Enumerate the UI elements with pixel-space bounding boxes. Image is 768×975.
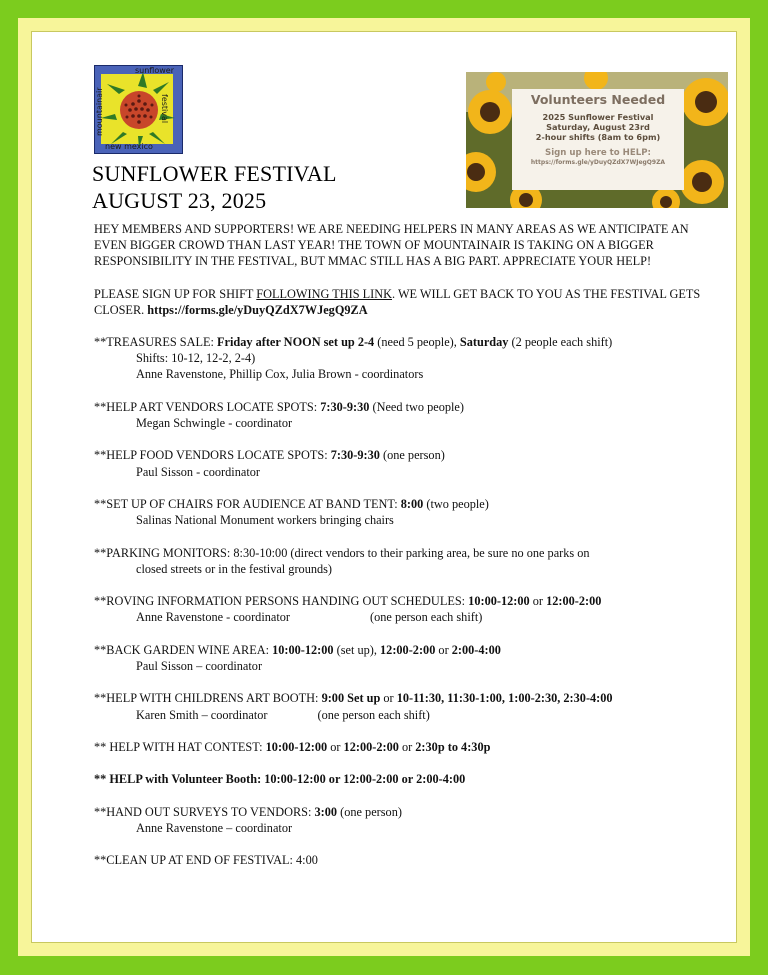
item-time: 12:00-2:00: [343, 739, 399, 754]
promo-heading: Volunteers Needed: [530, 92, 666, 107]
item-time: 12:00-2:00: [380, 642, 436, 657]
item-coordinator: Anne Ravenstone, Phillip Cox, Julia Brown - coordinators: [136, 367, 424, 382]
sunflower-festival-logo: [94, 65, 183, 154]
signup-paragraph: [94, 286, 714, 318]
item-text: or: [398, 739, 416, 754]
item-text: (two people): [423, 497, 489, 511]
item-time: Saturday: [459, 335, 509, 350]
item-time: 3:00: [314, 804, 338, 819]
roving-info-item: [94, 593, 714, 625]
childrens-art-item: [94, 690, 714, 722]
item-text: **PARKING MONITORS: 8:30-10:00 (direct vendors to their parking area, be sure no one parks on: [94, 545, 590, 560]
item-coordinator: Salinas National Monument workers bringing chairs: [136, 513, 394, 528]
art-vendors-item: [94, 399, 714, 431]
item-coordinator: Paul Sisson - coordinator: [136, 464, 260, 479]
title-line-2: AUGUST 23, 2025: [92, 188, 267, 213]
item-time: 9:00 Set up: [321, 691, 381, 706]
food-vendors-item: [94, 447, 714, 479]
promo-event: 2025 Sunflower Festival: [542, 112, 654, 122]
title-line-1: SUNFLOWER FESTIVAL: [92, 161, 337, 186]
item-text: (Need two people): [369, 399, 464, 414]
item-time: 10-11:30, 11:30-1:00, 1:00-2:30, 2:30-4:00: [396, 691, 613, 706]
item-time: 7:30-9:30: [320, 399, 370, 414]
item-text: (need 5 people),: [374, 335, 460, 350]
item-text: **ROVING INFORMATION PERSONS HANDING OUT SCHEDULES:: [94, 594, 469, 609]
item-text: or: [529, 594, 547, 609]
item-text: **SET UP OF CHAIRS FOR AUDIENCE AT BAND TENT:: [94, 497, 401, 511]
chairs-item: [94, 496, 714, 528]
item-text: (set up),: [333, 642, 381, 657]
item-text: **HAND OUT SURVEYS TO VENDORS:: [94, 804, 315, 819]
item-time: 10:00-12:00: [272, 642, 334, 657]
item-shifts: Shifts: 10-12, 12-2, 2-4): [136, 351, 256, 366]
wine-area-item: [94, 642, 714, 674]
hat-contest-item: [94, 739, 714, 755]
item-time: 12:00-2:00: [546, 594, 602, 609]
item-text: (one person): [379, 448, 445, 463]
parking-monitors-item: [94, 545, 714, 577]
promo-card: [512, 89, 684, 190]
item-time: 7:30-9:30: [330, 448, 380, 463]
logo-right-text: festival: [160, 94, 169, 124]
item-time: 2:30p to 4:30p: [415, 739, 491, 754]
item-text: **HELP FOOD VENDORS LOCATE SPOTS:: [94, 448, 331, 463]
item-text: **CLEAN UP AT END OF FESTIVAL: 4:00: [94, 853, 318, 868]
item-coordinator: Megan Schwingle - coordinator: [136, 416, 293, 431]
item-coordinator: Karen Smith – coordinator: [136, 707, 268, 722]
promo-url[interactable]: https://forms.gle/yDuyQZdX7WJegQ9ZA: [530, 159, 666, 166]
promo-shifts: 2-hour shifts (8am to 6pm): [535, 132, 661, 142]
promo-date: Saturday, August 23rd: [546, 122, 650, 132]
item-coordinator: Paul Sisson – coordinator: [136, 658, 263, 673]
item-note: (one person each shift): [370, 610, 483, 625]
intro-paragraph: HEY MEMBERS AND SUPPORTERS! WE ARE NEEDING HELPERS IN MANY AREAS AS WE ANTICIPATE AN EVEN BIGGER CROWD THAN LAST YEAR! THE TOWN OF MOUNTAINAIR IS TAKING ON A BIGGER RESPONSIBILITY IN THE FESTIVAL, BUT MMAC STILL HAS A BIG PART. APPRECIATE YOUR HELP!: [94, 222, 689, 269]
item-text: (2 people each shift): [508, 335, 613, 350]
item-text: **HELP ART VENDORS LOCATE SPOTS:: [94, 399, 321, 414]
item-time: 2:00-4:00: [451, 642, 501, 657]
surveys-item: [94, 804, 714, 836]
logo-top-text: sunflower: [135, 66, 174, 75]
treasures-sale-item: [94, 334, 714, 383]
item-coordinator: Anne Ravenstone - coordinator: [136, 610, 291, 625]
item-note: (one person each shift): [317, 707, 430, 722]
item-text: (one person): [337, 804, 402, 819]
signup-url[interactable]: https://forms.gle/yDuyQZdX7WJegQ9ZA: [147, 302, 368, 317]
flyer-body: [94, 221, 714, 885]
item-text: or: [327, 739, 344, 754]
flyer-page: [31, 31, 737, 943]
item-text: ** HELP with Volunteer Booth: 10:00-12:00 or 12:00-2:00 or 2:00-4:00: [94, 772, 466, 787]
item-coordinator: Anne Ravenstone – coordinator: [136, 820, 293, 835]
item-text-continued: closed streets or in the festival grounds): [136, 561, 333, 576]
item-text: ** HELP WITH HAT CONTEST:: [94, 739, 266, 754]
volunteer-booth-item: [94, 771, 714, 787]
item-time: Friday after NOON set up 2-4: [216, 335, 375, 350]
promo-signup: Sign up here to HELP:: [545, 148, 651, 158]
item-text: **TREASURES SALE:: [94, 335, 217, 350]
item-text: or: [380, 691, 397, 706]
signup-prefix: PLEASE SIGN UP FOR SHIFT: [94, 286, 257, 301]
item-text: **HELP WITH CHILDRENS ART BOOTH:: [94, 691, 322, 706]
signup-suffix: . WE WILL GET BACK TO YOU AS THE FESTIVAL GETS CLOSER.: [94, 286, 701, 317]
volunteers-needed-promo: [466, 72, 728, 208]
signup-link[interactable]: FOLLOWING THIS LINK: [256, 286, 393, 301]
cleanup-item: [94, 852, 714, 868]
logo-left-text: mountainair: [95, 87, 104, 136]
item-text: or: [435, 642, 452, 657]
page-title: [92, 160, 337, 214]
item-time: 10:00-12:00: [265, 739, 328, 754]
logo-bottom-text: new mexico: [105, 142, 153, 151]
item-time: 8:00: [400, 497, 424, 511]
item-text: **BACK GARDEN WINE AREA:: [94, 642, 273, 657]
item-time: 10:00-12:00: [468, 594, 530, 609]
